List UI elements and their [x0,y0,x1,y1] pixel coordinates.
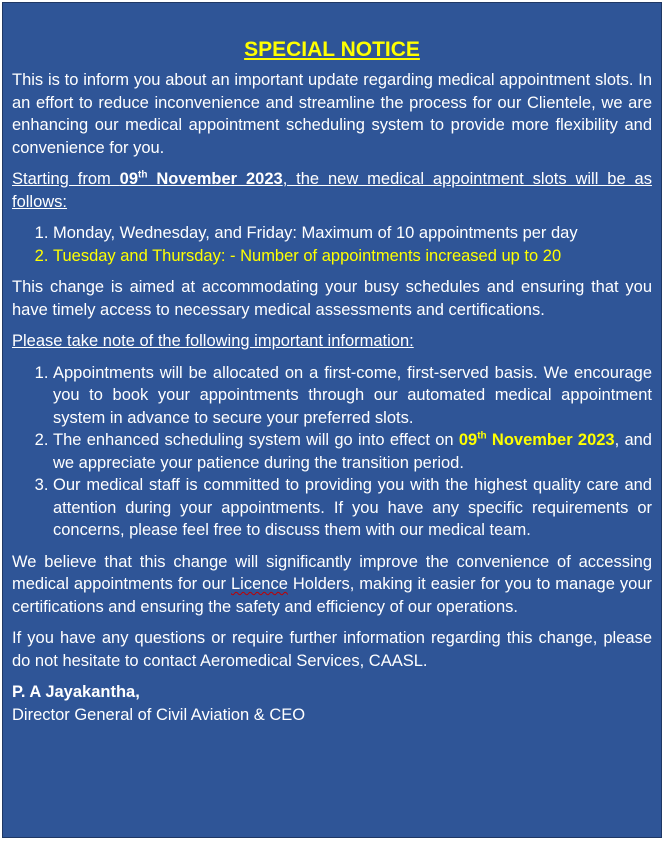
note-heading: Please take note of the following important information: [12,332,414,350]
signatory-title: Director General of Civil Aviation & CEO [12,705,306,724]
start-date-rest: November 2023 [147,170,283,188]
effective-date-rest: November 2023 [486,431,615,449]
intro-paragraph: This is to inform you about an important update regarding medical appointment slots. In an effort to reduce inconvenience and streamline the process for our Clientele, we are enhancing our medical appointment scheduling system to provide more flexibility and convenience for you. [12,71,652,157]
start-date-suffix: th [138,169,148,181]
effective-date-suffix: th [477,430,487,442]
info-item-medical-staff: 3. Our medical staff is committed to providing you with the highest quality care and attention during your appointments. If you have any specific requirements or concerns, please feel free to discuss them with our medical team. [53,474,652,542]
info-item-effective-date [53,429,652,474]
info-item-effective-tail: , and we appreciate your patience during the transition period. [53,431,652,472]
signatory-name: P. A Jayakantha, [12,683,140,701]
special-notice-panel [2,2,662,838]
info-list [12,362,652,542]
effective-date-day: 09 [458,431,478,449]
starting-prefix: Starting from [12,170,120,188]
notice-title: SPECIAL NOTICE [244,38,420,61]
change-paragraph: This change is aimed at accommodating your busy schedules and ensuring that you have timely access to necessary medical assessments and certifications. [12,278,652,319]
slots-list [12,222,652,267]
start-date [120,170,283,188]
start-date-day: 09 [119,170,139,188]
licence-word: Licence [231,575,288,593]
believe-after: Holders, making it easier for you to manage your certifications and ensuring the safety and efficiency of our operations. [12,575,652,616]
starting-date-paragraph [12,168,652,213]
info-item-effective-prefix: The enhanced scheduling system will go into effect on [53,431,459,449]
starting-suffix: , the new medical appointment slots will be as follows: [12,170,652,211]
info-item-allocation: 1. Appointments will be allocated on a first-come, first-served basis. We encourage you to book your appointments through our automated medical appointment system in advance to secure your preferred slots. [53,362,652,430]
believe-before: We believe that this change will significantly improve the convenience of accessing medical appointments for our [12,552,652,593]
believe-paragraph [12,551,652,619]
notice-content [3,3,661,726]
effective-date [459,431,615,449]
slot-item-mwf: 1. Monday, Wednesday, and Friday: Maximum of 10 appointments per day [53,222,652,245]
contact-paragraph: If you have any questions or require further information regarding this change, please do not hesitate to contact Aeromedical Services, CAASL. [12,629,652,670]
slot-item-tt: 2. Tuesday and Thursday: - Number of appointments increased up to 20 [53,245,652,268]
